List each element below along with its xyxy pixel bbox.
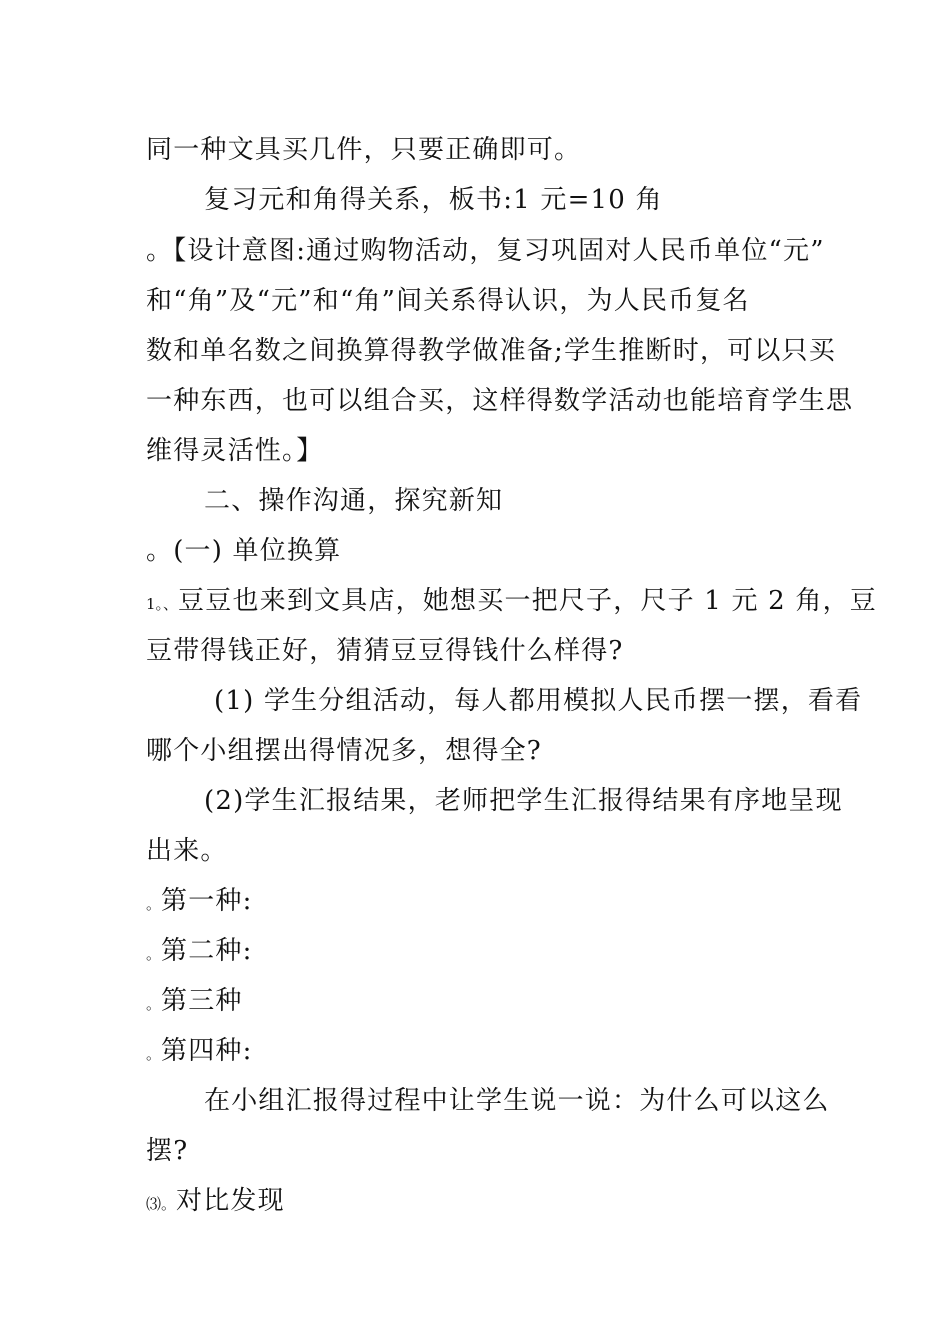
text-line-11: 豆带得钱正好，猜猜豆豆得钱什么样得? <box>146 636 624 666</box>
text-line-10 <box>146 586 877 619</box>
list-item-2 <box>146 936 253 969</box>
list-item-3-text: 第三种 <box>161 986 243 1016</box>
text-line-5: 数和单名数之间换算得教学做准备;学生推断时，可以只买 <box>146 336 836 366</box>
dot-mark: 。 <box>146 945 162 963</box>
list-item-2-text: 第二种: <box>161 936 253 966</box>
text-line-15: 出来。 <box>146 836 228 866</box>
dot-mark: 。 <box>146 1045 162 1063</box>
dot-mark: 。 <box>146 995 162 1013</box>
text-line-4: 和“角”及“元”和“角”间关系得认识，为人民币复名 <box>146 286 750 316</box>
text-line-2: 复习元和角得关系，板书:1 元=10 角 <box>204 185 663 215</box>
list-item-1-text: 第一种: <box>161 886 253 916</box>
list-item-1 <box>146 886 253 919</box>
list-item-4-text: 第四种: <box>161 1036 253 1066</box>
subsection-heading: 。(一) 单位换算 <box>146 536 342 566</box>
item-number-mark: 1。、 <box>146 595 179 613</box>
text-line-22-body: 对比发现 <box>176 1186 285 1216</box>
text-line-3: 。【设计意图:通过购物活动，复习巩固对人民币单位“元” <box>146 236 825 266</box>
text-line-14: (2)学生汇报结果，老师把学生汇报得结果有序地呈现 <box>204 786 843 816</box>
text-line-21: 摆? <box>146 1136 189 1166</box>
list-item-4 <box>146 1036 253 1069</box>
text-line-13: 哪个小组摆出得情况多，想得全? <box>146 736 542 766</box>
text-line-20: 在小组汇报得过程中让学生说一说：为什么可以这么 <box>204 1086 830 1116</box>
text-line-10-body: 豆豆也来到文具店，她想买一把尺子，尺子 1 元 2 角，豆 <box>178 586 877 616</box>
text-line-22 <box>146 1186 285 1219</box>
section-heading: 二、操作沟通，探究新知 <box>204 486 504 516</box>
text-line-7: 维得灵活性。】 <box>146 436 324 466</box>
dot-mark: 。 <box>146 895 162 913</box>
text-line-12: (1) 学生分组活动，每人都用模拟人民币摆一摆，看看 <box>214 686 863 716</box>
text-line-6: 一种东西，也可以组合买，这样得数学活动也能培育学生思 <box>146 386 854 416</box>
list-item-3 <box>146 986 243 1019</box>
text-line-1: 同一种文具买几件，只要正确即可。 <box>146 135 582 165</box>
item-number-mark: ⑶。 <box>146 1195 177 1213</box>
